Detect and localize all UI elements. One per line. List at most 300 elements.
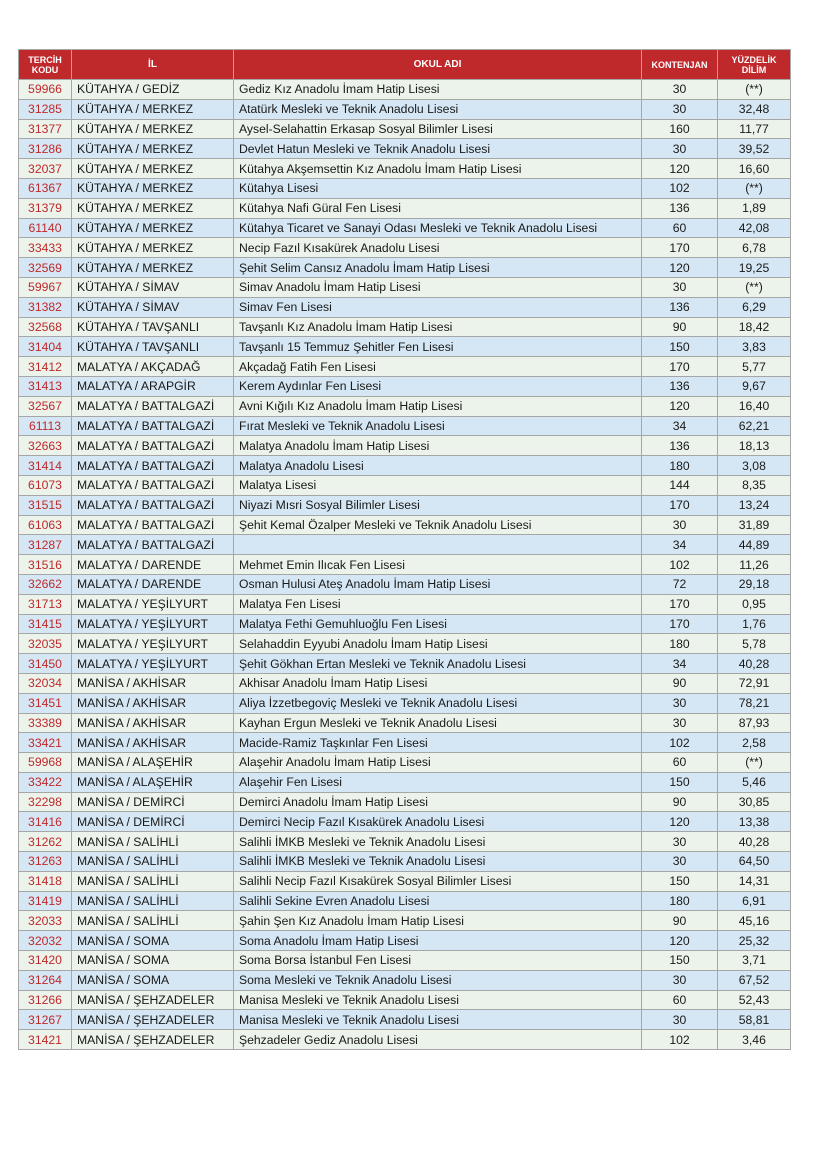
cell-province: MANİSA / SALİHLİ (72, 832, 234, 852)
cell-quota: 144 (642, 475, 718, 495)
table-row (19, 277, 791, 297)
cell-province: MALATYA / ARAPGİR (72, 376, 234, 396)
cell-percentile: 30,85 (718, 792, 791, 812)
cell-percentile: 40,28 (718, 654, 791, 674)
cell-percentile: (**) (718, 80, 791, 100)
cell-percentile: 25,32 (718, 931, 791, 951)
cell-province: MALATYA / DARENDE (72, 574, 234, 594)
cell-school: Alaşehir Fen Lisesi (234, 772, 642, 792)
cell-percentile: 13,38 (718, 812, 791, 832)
cell-quota: 30 (642, 1010, 718, 1030)
table-row (19, 1010, 791, 1030)
table-row (19, 218, 791, 238)
table-row (19, 654, 791, 674)
cell-school: Selahaddin Eyyubi Anadolu İmam Hatip Lisesi (234, 634, 642, 654)
cell-school: Aliya İzzetbegoviç Mesleki ve Teknik Anadolu Lisesi (234, 693, 642, 713)
cell-code: 59967 (19, 277, 72, 297)
cell-code: 33433 (19, 238, 72, 258)
cell-province: MALATYA / YEŞİLYURT (72, 634, 234, 654)
cell-quota: 120 (642, 159, 718, 179)
cell-province: MANİSA / SOMA (72, 970, 234, 990)
cell-quota: 30 (642, 515, 718, 535)
cell-percentile: 87,93 (718, 713, 791, 733)
cell-school: Kütahya Lisesi (234, 178, 642, 198)
cell-percentile: (**) (718, 277, 791, 297)
cell-province: MANİSA / AKHİSAR (72, 733, 234, 753)
cell-province: MANİSA / SOMA (72, 951, 234, 971)
cell-quota: 120 (642, 396, 718, 416)
cell-quota: 72 (642, 574, 718, 594)
cell-code: 32662 (19, 574, 72, 594)
cell-province: MANİSA / SALİHLİ (72, 852, 234, 872)
cell-province: MANİSA / ŞEHZADELER (72, 990, 234, 1010)
cell-school: Akhisar Anadolu İmam Hatip Lisesi (234, 673, 642, 693)
cell-code: 33422 (19, 772, 72, 792)
cell-code: 31286 (19, 139, 72, 159)
cell-province: KÜTAHYA / MERKEZ (72, 198, 234, 218)
cell-quota: 34 (642, 535, 718, 555)
cell-quota: 170 (642, 614, 718, 634)
cell-school (234, 535, 642, 555)
cell-percentile: 32,48 (718, 99, 791, 119)
table-row (19, 119, 791, 139)
cell-school: Fırat Mesleki ve Teknik Anadolu Lisesi (234, 416, 642, 436)
cell-percentile: 3,08 (718, 456, 791, 476)
table-row (19, 337, 791, 357)
cell-province: MANİSA / SOMA (72, 931, 234, 951)
cell-quota: 30 (642, 852, 718, 872)
table-row (19, 931, 791, 951)
cell-quota: 90 (642, 317, 718, 337)
cell-school: Salihli İMKB Mesleki ve Teknik Anadolu Lisesi (234, 852, 642, 872)
cell-percentile: 3,83 (718, 337, 791, 357)
cell-quota: 180 (642, 634, 718, 654)
cell-school: Soma Borsa İstanbul Fen Lisesi (234, 951, 642, 971)
cell-school: Demirci Anadolu İmam Hatip Lisesi (234, 792, 642, 812)
cell-school: Manisa Mesleki ve Teknik Anadolu Lisesi (234, 1010, 642, 1030)
cell-percentile: 52,43 (718, 990, 791, 1010)
cell-code: 31264 (19, 970, 72, 990)
cell-quota: 180 (642, 456, 718, 476)
cell-school: Malatya Anadolu Lisesi (234, 456, 642, 476)
cell-province: KÜTAHYA / MERKEZ (72, 119, 234, 139)
cell-code: 61113 (19, 416, 72, 436)
cell-quota: 170 (642, 495, 718, 515)
cell-school: Şehzadeler Gediz Anadolu Lisesi (234, 1030, 642, 1050)
table-row (19, 258, 791, 278)
cell-province: MANİSA / AKHİSAR (72, 673, 234, 693)
cell-quota: 180 (642, 891, 718, 911)
cell-quota: 150 (642, 337, 718, 357)
cell-quota: 90 (642, 673, 718, 693)
cell-code: 31516 (19, 555, 72, 575)
cell-percentile: 18,42 (718, 317, 791, 337)
cell-school: Kayhan Ergun Mesleki ve Teknik Anadolu Lisesi (234, 713, 642, 733)
table-row (19, 594, 791, 614)
table-row (19, 990, 791, 1010)
cell-school: Malatya Anadolu İmam Hatip Lisesi (234, 436, 642, 456)
cell-quota: 30 (642, 277, 718, 297)
cell-school: Kütahya Nafi Güral Fen Lisesi (234, 198, 642, 218)
cell-code: 61063 (19, 515, 72, 535)
cell-percentile: 11,26 (718, 555, 791, 575)
table-row (19, 396, 791, 416)
cell-percentile: 16,60 (718, 159, 791, 179)
cell-school: Şahin Şen Kız Anadolu İmam Hatip Lisesi (234, 911, 642, 931)
cell-code: 31515 (19, 495, 72, 515)
cell-percentile: 42,08 (718, 218, 791, 238)
table-row (19, 555, 791, 575)
cell-percentile: 31,89 (718, 515, 791, 535)
cell-code: 32298 (19, 792, 72, 812)
cell-quota: 30 (642, 713, 718, 733)
cell-school: Soma Anadolu İmam Hatip Lisesi (234, 931, 642, 951)
cell-province: MALATYA / BATTALGAZİ (72, 535, 234, 555)
table-row (19, 198, 791, 218)
table-row (19, 238, 791, 258)
cell-code: 31267 (19, 1010, 72, 1030)
table-row (19, 436, 791, 456)
cell-quota: 136 (642, 376, 718, 396)
cell-quota: 90 (642, 792, 718, 812)
cell-province: MALATYA / YEŞİLYURT (72, 654, 234, 674)
cell-code: 61367 (19, 178, 72, 198)
table-row (19, 178, 791, 198)
cell-code: 32034 (19, 673, 72, 693)
cell-quota: 30 (642, 99, 718, 119)
cell-province: KÜTAHYA / MERKEZ (72, 178, 234, 198)
header-percentile: YÜZDELİK DİLİM (718, 50, 791, 80)
cell-school: Malatya Fen Lisesi (234, 594, 642, 614)
school-table (18, 49, 791, 1050)
cell-percentile: 0,95 (718, 594, 791, 614)
cell-province: KÜTAHYA / MERKEZ (72, 238, 234, 258)
cell-school: Simav Fen Lisesi (234, 297, 642, 317)
cell-school: Kütahya Akşemsettin Kız Anadolu İmam Hatip Lisesi (234, 159, 642, 179)
cell-code: 31379 (19, 198, 72, 218)
table-row (19, 951, 791, 971)
cell-province: MANİSA / DEMİRCİ (72, 812, 234, 832)
header-quota: KONTENJAN (642, 50, 718, 80)
cell-school: Niyazi Mısri Sosyal Bilimler Lisesi (234, 495, 642, 515)
cell-percentile: 11,77 (718, 119, 791, 139)
cell-province: MANİSA / ŞEHZADELER (72, 1010, 234, 1030)
cell-code: 31416 (19, 812, 72, 832)
header-school: OKUL ADI (234, 50, 642, 80)
cell-quota: 60 (642, 753, 718, 773)
cell-percentile: 29,18 (718, 574, 791, 594)
cell-province: KÜTAHYA / TAVŞANLI (72, 317, 234, 337)
table-row (19, 574, 791, 594)
table-row (19, 297, 791, 317)
cell-province: MANİSA / AKHİSAR (72, 713, 234, 733)
cell-province: MALATYA / BATTALGAZİ (72, 436, 234, 456)
cell-school: Devlet Hatun Mesleki ve Teknik Anadolu Lisesi (234, 139, 642, 159)
cell-percentile: 9,67 (718, 376, 791, 396)
header-code: TERCİH KODU (19, 50, 72, 80)
cell-percentile: 67,52 (718, 970, 791, 990)
table-row (19, 357, 791, 377)
cell-quota: 150 (642, 772, 718, 792)
cell-quota: 102 (642, 1030, 718, 1050)
table-row (19, 792, 791, 812)
cell-quota: 160 (642, 119, 718, 139)
cell-percentile: 3,71 (718, 951, 791, 971)
cell-code: 31262 (19, 832, 72, 852)
cell-code: 31713 (19, 594, 72, 614)
cell-percentile: 5,46 (718, 772, 791, 792)
cell-school: Necip Fazıl Kısakürek Anadolu Lisesi (234, 238, 642, 258)
cell-province: MALATYA / DARENDE (72, 555, 234, 575)
cell-province: KÜTAHYA / SİMAV (72, 277, 234, 297)
cell-quota: 136 (642, 198, 718, 218)
cell-percentile: 3,46 (718, 1030, 791, 1050)
cell-school: Demirci Necip Fazıl Kısakürek Anadolu Lisesi (234, 812, 642, 832)
cell-quota: 170 (642, 594, 718, 614)
cell-percentile: (**) (718, 178, 791, 198)
cell-quota: 120 (642, 931, 718, 951)
cell-province: MALATYA / YEŞİLYURT (72, 614, 234, 634)
cell-school: Simav Anadolu İmam Hatip Lisesi (234, 277, 642, 297)
cell-quota: 150 (642, 871, 718, 891)
cell-school: Mehmet Emin Ilıcak Fen Lisesi (234, 555, 642, 575)
cell-quota: 30 (642, 80, 718, 100)
cell-percentile: 72,91 (718, 673, 791, 693)
cell-code: 31414 (19, 456, 72, 476)
cell-school: Salihli Necip Fazıl Kısakürek Sosyal Bilimler Lisesi (234, 871, 642, 891)
cell-percentile: 6,78 (718, 238, 791, 258)
cell-code: 32568 (19, 317, 72, 337)
cell-code: 31421 (19, 1030, 72, 1050)
table-row (19, 852, 791, 872)
cell-code: 31450 (19, 654, 72, 674)
table-row (19, 753, 791, 773)
cell-school: Osman Hulusi Ateş Anadolu İmam Hatip Lisesi (234, 574, 642, 594)
cell-percentile: 64,50 (718, 852, 791, 872)
cell-percentile: 18,13 (718, 436, 791, 456)
cell-percentile: 6,29 (718, 297, 791, 317)
cell-code: 32035 (19, 634, 72, 654)
cell-province: KÜTAHYA / MERKEZ (72, 258, 234, 278)
cell-quota: 102 (642, 733, 718, 753)
table-row (19, 673, 791, 693)
table-row (19, 693, 791, 713)
cell-school: Soma Mesleki ve Teknik Anadolu Lisesi (234, 970, 642, 990)
cell-code: 61140 (19, 218, 72, 238)
cell-code: 33421 (19, 733, 72, 753)
cell-school: Malatya Fethi Gemuhluoğlu Fen Lisesi (234, 614, 642, 634)
cell-school: Malatya Lisesi (234, 475, 642, 495)
cell-code: 31377 (19, 119, 72, 139)
cell-code: 32569 (19, 258, 72, 278)
cell-province: MALATYA / BATTALGAZİ (72, 515, 234, 535)
cell-code: 31382 (19, 297, 72, 317)
cell-percentile: 1,76 (718, 614, 791, 634)
cell-school: Salihli İMKB Mesleki ve Teknik Anadolu Lisesi (234, 832, 642, 852)
table-row (19, 733, 791, 753)
table-row (19, 970, 791, 990)
cell-quota: 170 (642, 238, 718, 258)
cell-province: MANİSA / AKHİSAR (72, 693, 234, 713)
cell-province: MALATYA / BATTALGAZİ (72, 475, 234, 495)
table-row (19, 475, 791, 495)
cell-province: MANİSA / SALİHLİ (72, 891, 234, 911)
cell-percentile: 19,25 (718, 258, 791, 278)
cell-code: 32037 (19, 159, 72, 179)
cell-code: 32033 (19, 911, 72, 931)
cell-code: 31404 (19, 337, 72, 357)
cell-code: 31419 (19, 891, 72, 911)
cell-province: MANİSA / ALAŞEHİR (72, 772, 234, 792)
cell-percentile: 45,16 (718, 911, 791, 931)
cell-code: 32663 (19, 436, 72, 456)
cell-province: KÜTAHYA / MERKEZ (72, 218, 234, 238)
cell-school: Tavşanlı 15 Temmuz Şehitler Fen Lisesi (234, 337, 642, 357)
cell-province: MALATYA / BATTALGAZİ (72, 416, 234, 436)
cell-percentile: 16,40 (718, 396, 791, 416)
table-row (19, 614, 791, 634)
cell-percentile: 5,78 (718, 634, 791, 654)
cell-province: MALATYA / BATTALGAZİ (72, 495, 234, 515)
cell-province: MANİSA / DEMİRCİ (72, 792, 234, 812)
cell-province: KÜTAHYA / MERKEZ (72, 159, 234, 179)
table-row (19, 456, 791, 476)
cell-percentile: 40,28 (718, 832, 791, 852)
cell-quota: 120 (642, 812, 718, 832)
cell-province: MANİSA / ALAŞEHİR (72, 753, 234, 773)
cell-school: Kütahya Ticaret ve Sanayi Odası Mesleki ve Teknik Anadolu Lisesi (234, 218, 642, 238)
table-header-row (19, 50, 791, 80)
cell-code: 31451 (19, 693, 72, 713)
cell-percentile: 39,52 (718, 139, 791, 159)
cell-code: 31413 (19, 376, 72, 396)
cell-code: 32032 (19, 931, 72, 951)
cell-code: 33389 (19, 713, 72, 733)
cell-school: Salihli Sekine Evren Anadolu Lisesi (234, 891, 642, 911)
cell-quota: 150 (642, 951, 718, 971)
cell-code: 32567 (19, 396, 72, 416)
cell-province: MALATYA / BATTALGAZİ (72, 456, 234, 476)
table-row (19, 832, 791, 852)
cell-quota: 34 (642, 416, 718, 436)
table-row (19, 535, 791, 555)
cell-school: Macide-Ramiz Taşkınlar Fen Lisesi (234, 733, 642, 753)
cell-quota: 60 (642, 990, 718, 1010)
table-row (19, 911, 791, 931)
table-row (19, 99, 791, 119)
table-row (19, 812, 791, 832)
table-row (19, 495, 791, 515)
cell-percentile: 2,58 (718, 733, 791, 753)
cell-percentile: 62,21 (718, 416, 791, 436)
cell-quota: 120 (642, 258, 718, 278)
cell-quota: 30 (642, 693, 718, 713)
cell-school: Aysel-Selahattin Erkasap Sosyal Bilimler Lisesi (234, 119, 642, 139)
cell-code: 31285 (19, 99, 72, 119)
cell-school: Şehit Selim Cansız Anadolu İmam Hatip Lisesi (234, 258, 642, 278)
cell-province: MANİSA / SALİHLİ (72, 911, 234, 931)
cell-province: KÜTAHYA / SİMAV (72, 297, 234, 317)
table-row (19, 416, 791, 436)
cell-quota: 102 (642, 555, 718, 575)
cell-percentile: 1,89 (718, 198, 791, 218)
cell-school: Alaşehir Anadolu İmam Hatip Lisesi (234, 753, 642, 773)
cell-province: KÜTAHYA / TAVŞANLI (72, 337, 234, 357)
cell-quota: 102 (642, 178, 718, 198)
cell-quota: 136 (642, 436, 718, 456)
cell-quota: 170 (642, 357, 718, 377)
table-row (19, 891, 791, 911)
cell-quota: 30 (642, 139, 718, 159)
table-row (19, 871, 791, 891)
cell-percentile: 8,35 (718, 475, 791, 495)
cell-quota: 60 (642, 218, 718, 238)
cell-school: Tavşanlı Kız Anadolu İmam Hatip Lisesi (234, 317, 642, 337)
cell-province: KÜTAHYA / GEDİZ (72, 80, 234, 100)
cell-code: 31415 (19, 614, 72, 634)
cell-percentile: (**) (718, 753, 791, 773)
cell-percentile: 14,31 (718, 871, 791, 891)
table-row (19, 634, 791, 654)
cell-school: Gediz Kız Anadolu İmam Hatip Lisesi (234, 80, 642, 100)
cell-quota: 34 (642, 654, 718, 674)
cell-school: Avni Kığılı Kız Anadolu İmam Hatip Lisesi (234, 396, 642, 416)
cell-province: MALATYA / AKÇADAĞ (72, 357, 234, 377)
cell-code: 31412 (19, 357, 72, 377)
cell-school: Akçadağ Fatih Fen Lisesi (234, 357, 642, 377)
cell-code: 31287 (19, 535, 72, 555)
table-row (19, 772, 791, 792)
cell-code: 31266 (19, 990, 72, 1010)
cell-code: 59968 (19, 753, 72, 773)
table-row (19, 376, 791, 396)
cell-code: 61073 (19, 475, 72, 495)
cell-province: MALATYA / BATTALGAZİ (72, 396, 234, 416)
cell-quota: 30 (642, 970, 718, 990)
header-province: İL (72, 50, 234, 80)
table-row (19, 713, 791, 733)
cell-code: 31263 (19, 852, 72, 872)
cell-province: MALATYA / YEŞİLYURT (72, 594, 234, 614)
cell-school: Manisa Mesleki ve Teknik Anadolu Lisesi (234, 990, 642, 1010)
cell-quota: 90 (642, 911, 718, 931)
table-row (19, 1030, 791, 1050)
cell-code: 59966 (19, 80, 72, 100)
cell-school: Şehit Gökhan Ertan Mesleki ve Teknik Anadolu Lisesi (234, 654, 642, 674)
table-row (19, 515, 791, 535)
table-row (19, 139, 791, 159)
cell-province: MANİSA / ŞEHZADELER (72, 1030, 234, 1050)
cell-quota: 136 (642, 297, 718, 317)
table-row (19, 317, 791, 337)
cell-code: 31420 (19, 951, 72, 971)
cell-percentile: 13,24 (718, 495, 791, 515)
cell-school: Kerem Aydınlar Fen Lisesi (234, 376, 642, 396)
cell-school: Atatürk Mesleki ve Teknik Anadolu Lisesi (234, 99, 642, 119)
cell-percentile: 44,89 (718, 535, 791, 555)
cell-percentile: 5,77 (718, 357, 791, 377)
cell-school: Şehit Kemal Özalper Mesleki ve Teknik Anadolu Lisesi (234, 515, 642, 535)
cell-code: 31418 (19, 871, 72, 891)
cell-percentile: 78,21 (718, 693, 791, 713)
cell-quota: 30 (642, 832, 718, 852)
cell-percentile: 6,91 (718, 891, 791, 911)
table-row (19, 159, 791, 179)
cell-province: KÜTAHYA / MERKEZ (72, 139, 234, 159)
table-row (19, 80, 791, 100)
cell-province: KÜTAHYA / MERKEZ (72, 99, 234, 119)
cell-province: MANİSA / SALİHLİ (72, 871, 234, 891)
